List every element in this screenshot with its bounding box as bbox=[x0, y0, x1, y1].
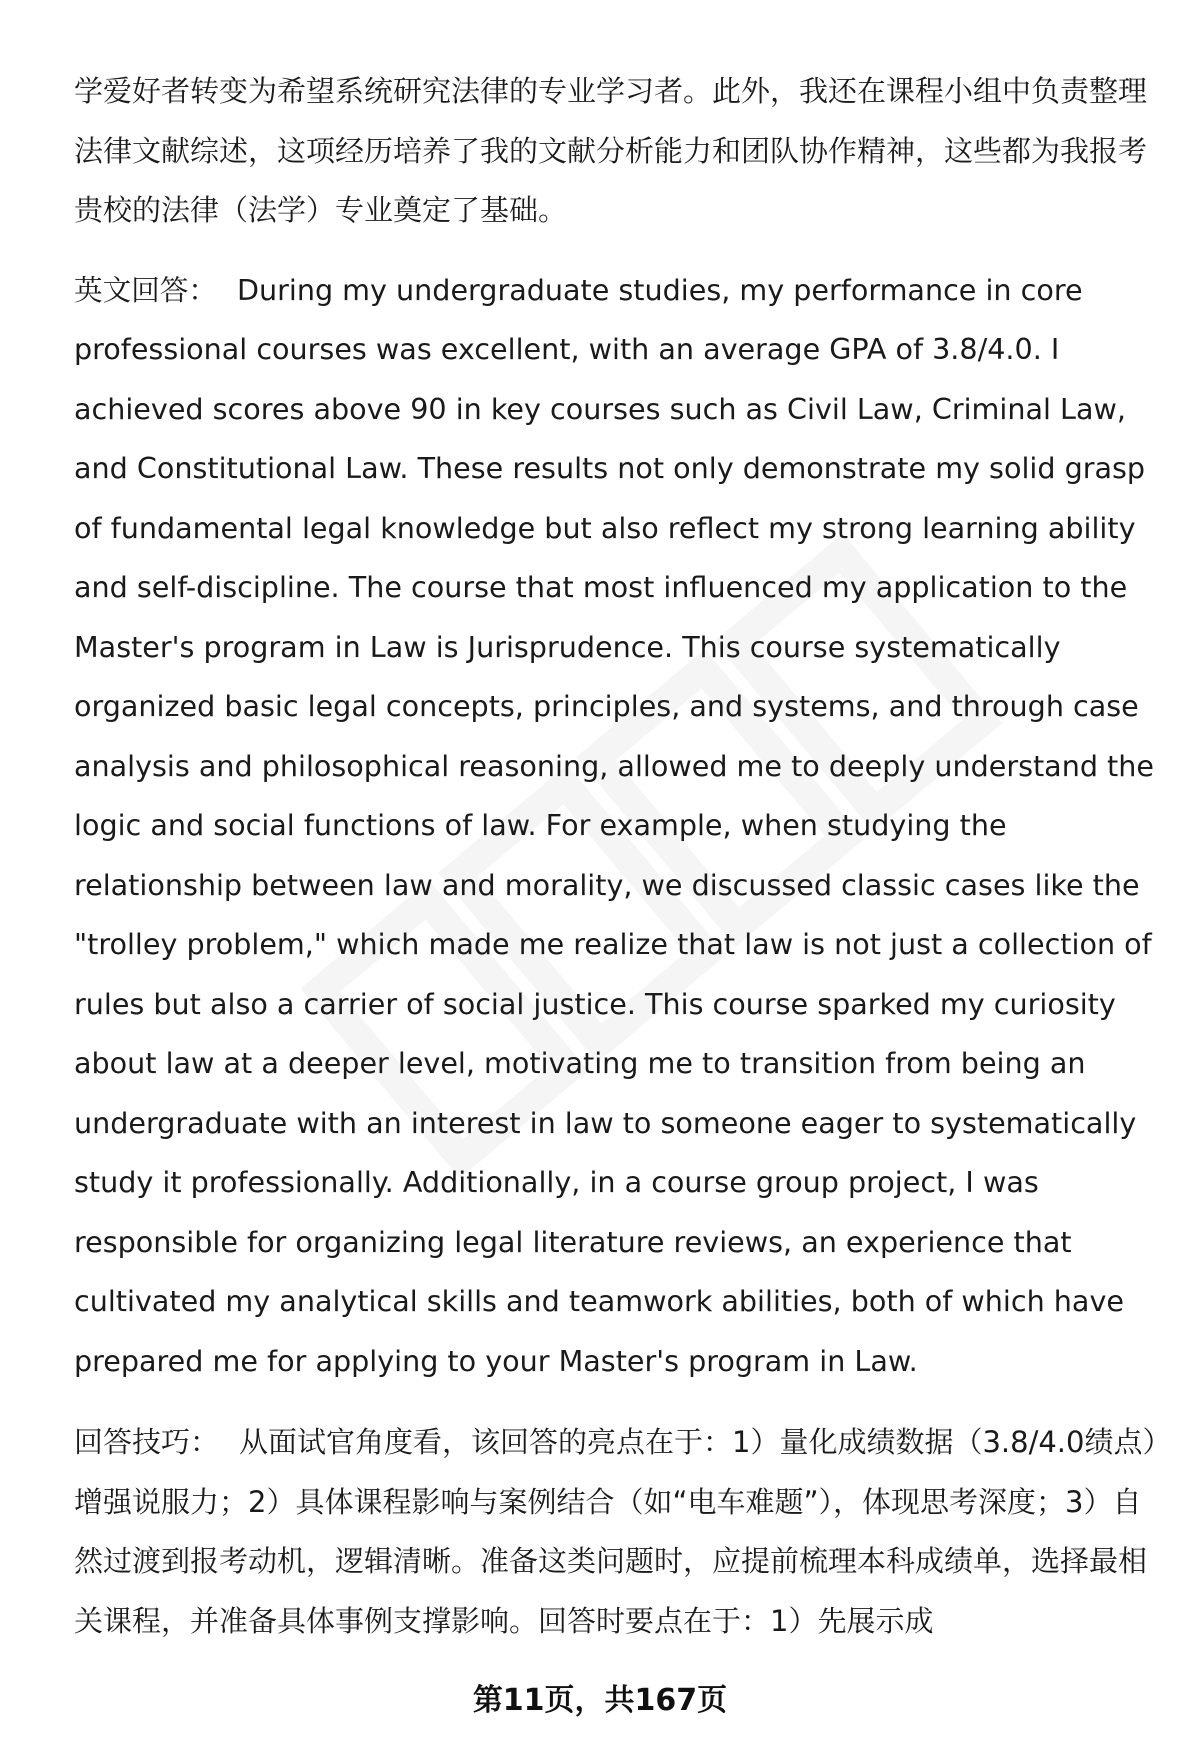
answer-tips-text: 从面试官角度看，该回答的亮点在于：1）量化成绩数据（3.8/4.0绩点）增强说服力；2）具体课程影响与案例结合（如“电车难题”），体现思考深度；3）自然过渡到报考动机，逻辑清晰。准备这类问题时，应提前梳理本科成绩单，选择最相关课程，并准备具体事例支撑影响。回答时要点在于：1）先展示成 bbox=[74, 1425, 1157, 1638]
answer-tips-label: 回答技巧： bbox=[74, 1425, 220, 1459]
english-answer-paragraph bbox=[74, 261, 1164, 1392]
answer-tips-paragraph bbox=[74, 1413, 1164, 1651]
english-answer-text: During my undergraduate studies, my performance in core professional courses was excellent, with an average GPA of 3.8/4.0. I achieved scores above 90 in key courses such as Civil Law, Criminal Law, and Constitutional Law. These results not only demonstrate my solid grasp of fundamental legal knowledge but also reflect my strong learning ability and self-discipline. The course that most influenced my application to the Master's program in Law is Jurisprudence. This course systematically organized basic legal concepts, principles, and systems, and through case analysis and philosophical reasoning, allowed me to deeply understand the logic and social functions of law. For example, when studying the relationship between law and morality, we discussed classic cases like the "trolley problem," which made me realize that law is not just a collection of rules but also a carrier of social justice. This course sparked my curiosity about law at a deeper level, motivating me to transition from being an undergraduate with an interest in law to someone eager to systematically study it professionally. Additionally, in a course group project, I was responsible for organizing legal literature reviews, an experience that cultivated my analytical skills and teamwork abilities, both of which have prepared me for applying to your Master's program in Law. bbox=[74, 272, 1154, 1378]
intro-continuation-paragraph: 学爱好者转变为希望系统研究法律的专业学习者。此外，我还在课程小组中负责整理法律文献综述，这项经历培养了我的文献分析能力和团队协作精神，这些都为我报考贵校的法律（法学）专业奠定了基础。 bbox=[74, 74, 1148, 227]
english-answer-label: 英文回答： bbox=[74, 272, 217, 307]
page-number-footer: 第11页，共167页 bbox=[472, 1683, 728, 1718]
document-page bbox=[74, 62, 1164, 1651]
